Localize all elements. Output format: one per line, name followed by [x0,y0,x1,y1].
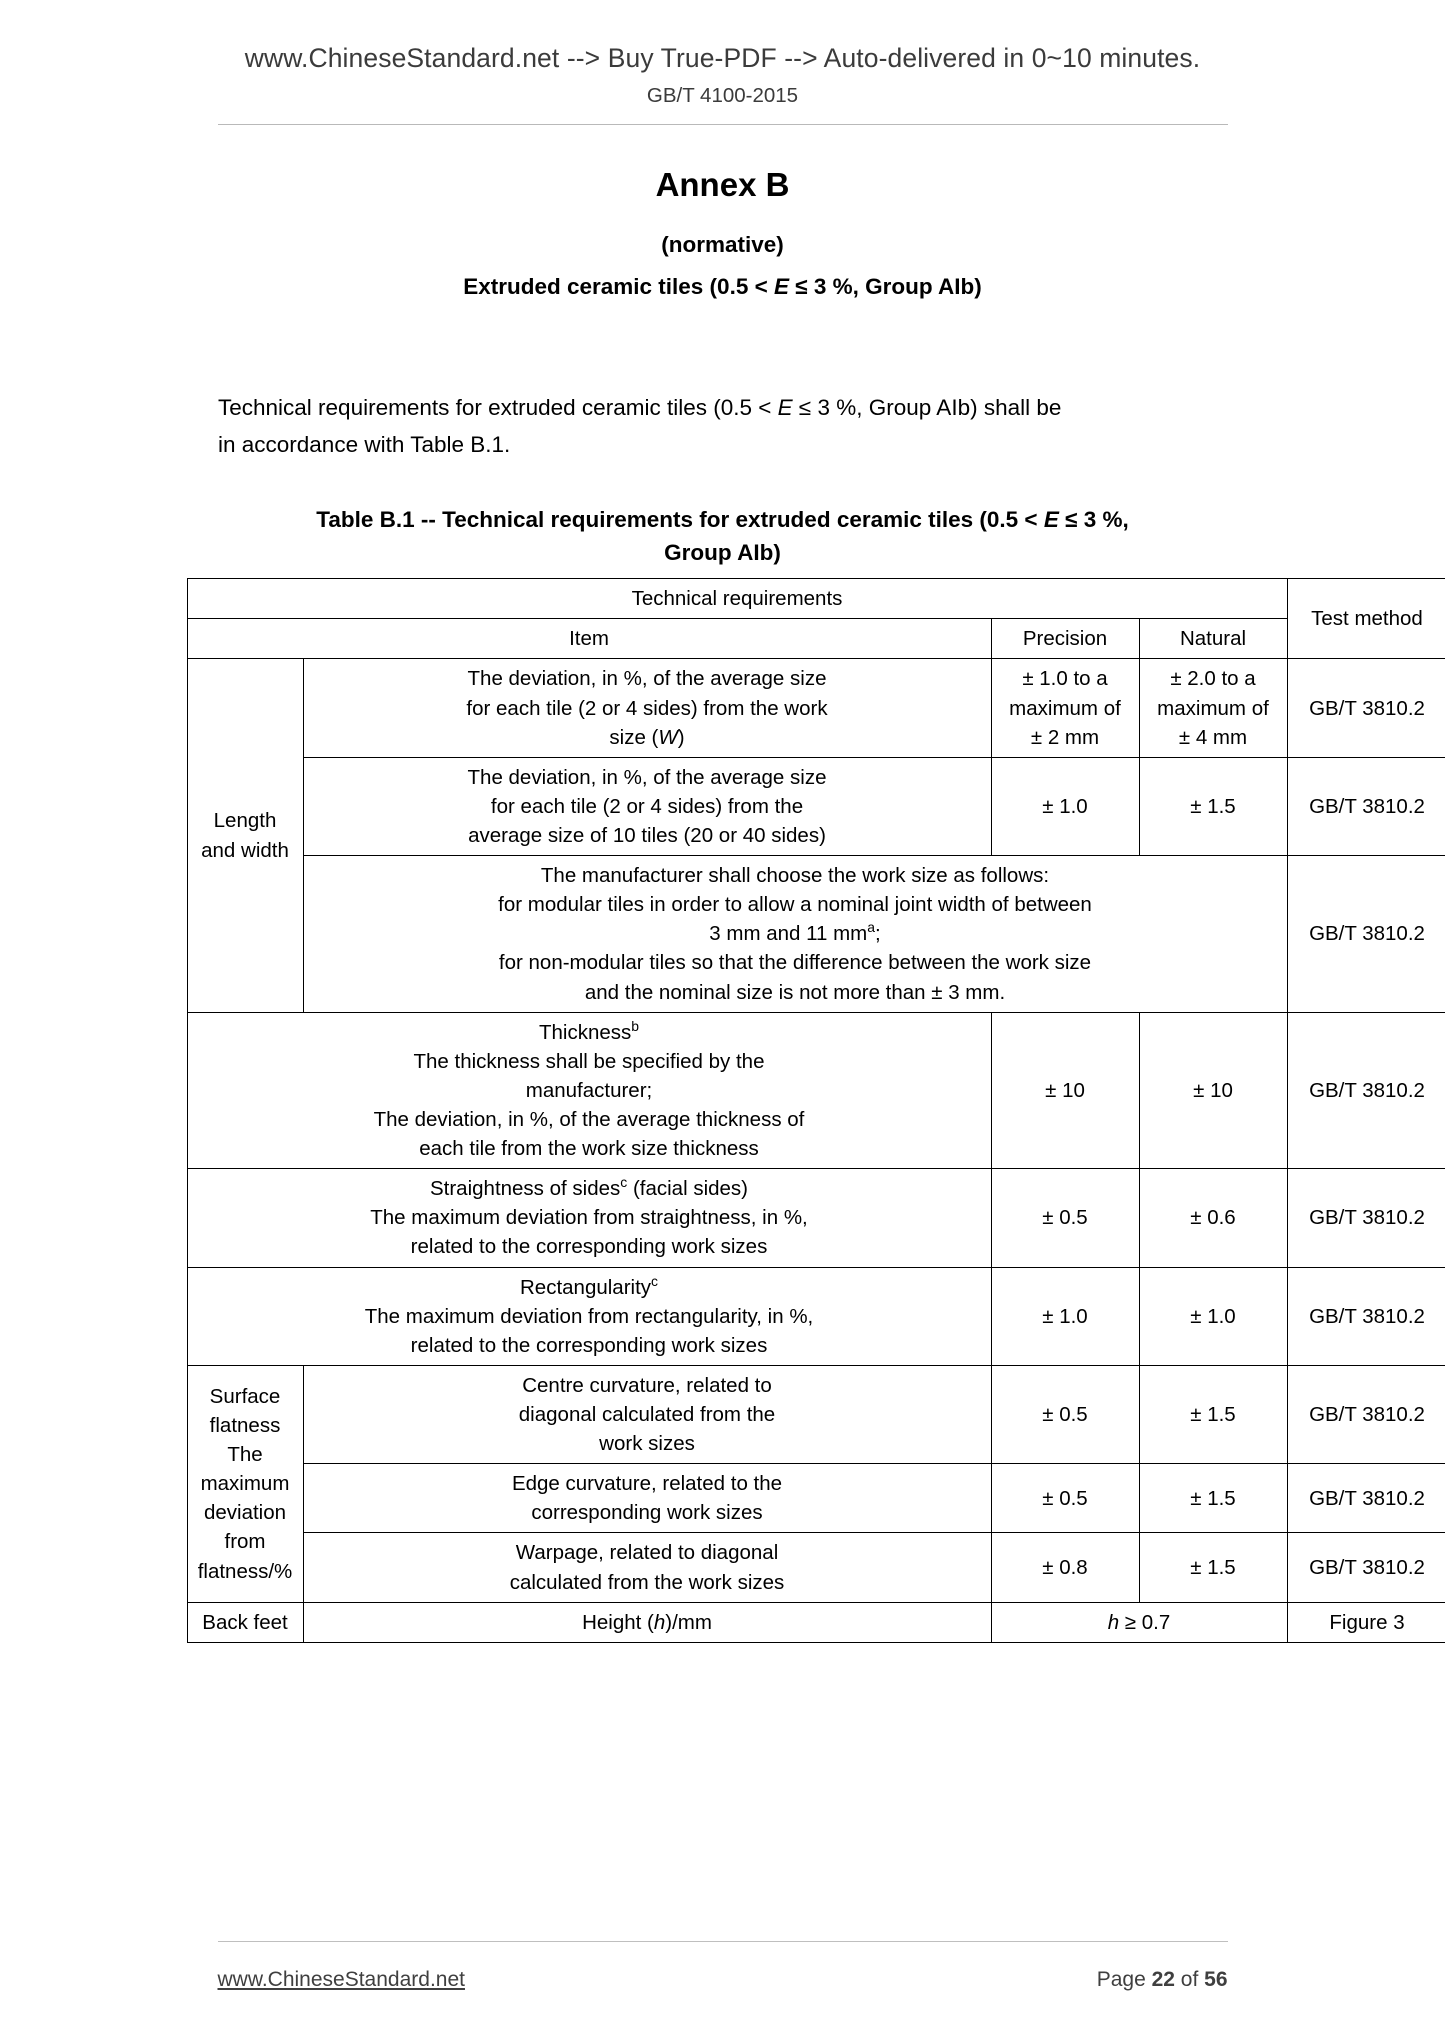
table-caption [0,504,1445,569]
cell-subitem-edge-curvature [303,1464,991,1533]
item-line2: The thickness shall be specified by the [413,1049,765,1073]
cell-test-method: GB/T 3810.2 [1287,1464,1445,1533]
item-line1: The deviation, in %, of the average size [467,765,827,789]
rowheader-flatness-line1: Surface flatness [209,1384,281,1437]
requirements-table-wrapper [187,578,1425,1643]
precision-line3: ± 2 mm [1030,725,1100,749]
page-total: 56 [1204,1968,1228,1991]
cell-natural: ± 1.5 [1139,1365,1287,1463]
footnote-marker-b: b [631,1017,640,1034]
cell-precision: ± 0.5 [991,1365,1139,1463]
annex-scope-variable: E [773,273,789,299]
item-line3-post: ; [875,922,881,946]
item-line2: The maximum deviation from rectangularity, in %, [364,1304,814,1328]
page-current: 22 [1151,1968,1175,1991]
item-line1 [193,1174,986,1203]
subitem-line2: diagonal calculated from the [518,1402,776,1426]
table-row [187,1365,1445,1463]
subitem-post: )/mm [665,1610,712,1634]
page-number [1097,1968,1228,1992]
intro-line1-pre: Technical requirements for extruded ceramic tiles (0.5 < [218,394,778,420]
natural-line3: ± 4 mm [1178,725,1248,749]
header-precision: Precision [991,619,1139,659]
cell-natural: ± 10 [1139,1012,1287,1169]
rowheader-flatness-line3: deviation from [203,1501,287,1554]
header-natural: Natural [1139,619,1287,659]
rowheader-back-feet: Back feet [187,1602,303,1642]
item-line2: for modular tiles in order to allow a nominal joint width of between [498,893,1092,917]
item-line1: The deviation, in %, of the average size [467,667,827,691]
cell-natural [1139,659,1287,757]
table-caption-line1 [170,504,1275,537]
item-line3: average size of 10 tiles (20 or 40 sides) [468,823,826,847]
item-line2: for each tile (2 or 4 sides) from the [490,794,804,818]
table-header-row-1 [187,579,1445,619]
page-footer [0,1941,1445,1992]
cell-item-thickness [187,1012,991,1169]
table-caption-pre: Table B.1 -- Technical requirements for extruded ceramic tiles (0.5 < [316,506,1044,532]
item-line3-pre: 3 mm and 11 mm [709,922,868,946]
item-line2: The maximum deviation from straightness, in %, [370,1206,808,1230]
cell-test-method: GB/T 3810.2 [1287,659,1445,757]
footnote-marker-c: c [620,1174,628,1191]
cell-subitem-warpage [303,1533,991,1602]
page-label-mid: of [1174,1968,1205,1991]
item-line3: manufacturer; [525,1078,653,1102]
footnote-marker-a: a [867,919,876,936]
subitem-pre: Height ( [582,1610,654,1634]
cell-test-method: GB/T 3810.2 [1287,1267,1445,1365]
cell-test-method: GB/T 3810.2 [1287,1169,1445,1267]
item-line1-pre: Rectangularity [519,1275,652,1299]
item-line5: each tile from the work size thickness [419,1137,759,1161]
intro-line2: in accordance with Table B.1. [218,432,511,458]
item-line1-post: (facial sides) [627,1177,749,1201]
intro-paragraph [0,389,1445,464]
page-title: Annex B [655,165,790,203]
table-caption-post: ≤ 3 %, [1058,506,1129,532]
subitem-line2: calculated from the work sizes [509,1570,785,1594]
rowheader-length-line1: Length [213,809,277,833]
header-promo-text: www.ChineseStandard.net --> Buy True-PDF --> Auto-delivered in 0~10 minutes. [244,43,1201,73]
natural-line1: ± 2.0 to a [1170,667,1256,691]
height-variable: h [1107,1610,1120,1634]
item-line3-post: ) [677,725,685,749]
precision-line2: maximum of [1009,696,1121,720]
item-line5: and the nominal size is not more than ± 3 mm. [584,980,1006,1004]
item-line3-variable: W [658,725,678,749]
cell-height-value [991,1602,1287,1642]
natural-line2: maximum of [1157,696,1269,720]
table-caption-line2: Group AIb) [664,539,781,565]
footer-divider [218,1941,1228,1942]
subitem-line1: Edge curvature, related to the [511,1472,783,1496]
cell-item-deviation-average-size [303,757,991,855]
cell-precision: ± 1.0 [991,757,1139,855]
item-line1 [193,1273,986,1302]
item-line1-pre: Thickness [538,1020,632,1044]
page-label-pre: Page [1096,1968,1152,1991]
footer-row [218,1968,1228,1992]
cell-precision: ± 1.0 [991,1267,1139,1365]
cell-subitem-centre-curvature [303,1365,991,1463]
header-test-method: Test method [1287,579,1445,659]
item-line1-pre: Straightness of sides [429,1177,621,1201]
cell-precision [991,659,1139,757]
table-row [187,1012,1445,1169]
annex-normative-label: (normative) [661,232,784,258]
rowheader-length-line2: and width [201,838,289,862]
cell-natural: ± 1.5 [1139,1464,1287,1533]
cell-test-method: GB/T 3810.2 [1287,1012,1445,1169]
page-header [0,0,1445,125]
cell-precision: ± 10 [991,1012,1139,1169]
cell-item-manufacturer-work-size [303,856,1287,1013]
table-row [187,1464,1445,1533]
rowheader-flatness-line2: The maximum [200,1443,290,1496]
header-technical-requirements: Technical requirements [187,579,1287,619]
cell-precision: ± 0.8 [991,1533,1139,1602]
table-row [187,1169,1445,1267]
header-standard-number: GB/T 4100-2015 [646,84,799,108]
annex-scope-heading [0,272,1445,301]
item-line2: for each tile (2 or 4 sides) from the work [466,696,828,720]
table-row [187,1533,1445,1602]
subitem-line1: Warpage, related to diagonal [515,1541,779,1565]
annex-scope-pre: Extruded ceramic tiles (0.5 < [463,273,774,299]
cell-test-method: GB/T 3810.2 [1287,1365,1445,1463]
table-row [187,659,1445,757]
cell-test-method: GB/T 3810.2 [1287,856,1445,1013]
cell-item-straightness [187,1169,991,1267]
subitem-line2: corresponding work sizes [531,1501,763,1525]
cell-precision: ± 0.5 [991,1169,1139,1267]
table-row [187,1602,1445,1642]
item-line4: for non-modular tiles so that the difference between the work size [498,951,1092,975]
cell-natural: ± 1.5 [1139,757,1287,855]
item-line1: The manufacturer shall choose the work size as follows: [540,864,1050,888]
table-row [187,1267,1445,1365]
subitem-line3: work sizes [599,1432,695,1456]
intro-line1-post: ≤ 3 %, Group AIb) shall be [792,394,1062,420]
requirements-table [187,578,1445,1643]
cell-precision: ± 0.5 [991,1464,1139,1533]
item-line4: The deviation, in %, of the average thickness of [373,1107,805,1131]
subitem-variable: h [653,1610,666,1634]
rowheader-length-and-width [187,659,303,1012]
cell-test-method: GB/T 3810.2 [1287,757,1445,855]
cell-subitem-height [303,1602,991,1642]
height-value-post: ≥ 0.7 [1119,1610,1171,1634]
table-row [187,856,1445,1013]
rowheader-surface-flatness [187,1365,303,1602]
header-item: Item [187,619,991,659]
table-caption-variable: E [1043,506,1059,532]
annex-scope-post: ≤ 3 %, Group AIb) [789,273,982,299]
subitem-line1: Centre curvature, related to [522,1373,772,1397]
intro-line1-variable: E [777,394,793,420]
annex-title-block [0,165,1445,301]
table-row [187,757,1445,855]
footnote-marker-c: c [651,1272,658,1289]
item-line1 [193,1018,986,1047]
cell-natural: ± 1.0 [1139,1267,1287,1365]
header-divider [218,124,1228,125]
cell-natural: ± 0.6 [1139,1169,1287,1267]
item-line3-pre: size ( [609,725,659,749]
precision-line1: ± 1.0 to a [1022,667,1108,691]
rowheader-flatness-line4: flatness/% [197,1559,293,1583]
item-line3 [309,919,1282,948]
footer-site-link[interactable]: www.ChineseStandard.net [217,1968,465,1991]
table-header-row-2 [187,619,1445,659]
item-line3: related to the corresponding work sizes [410,1333,768,1357]
cell-item-deviation-work-size [303,659,991,757]
item-line3: related to the corresponding work sizes [410,1235,768,1259]
item-line3 [309,723,986,752]
cell-test-method: Figure 3 [1287,1602,1445,1642]
cell-item-rectangularity [187,1267,991,1365]
cell-natural: ± 1.5 [1139,1533,1287,1602]
cell-test-method: GB/T 3810.2 [1287,1533,1445,1602]
